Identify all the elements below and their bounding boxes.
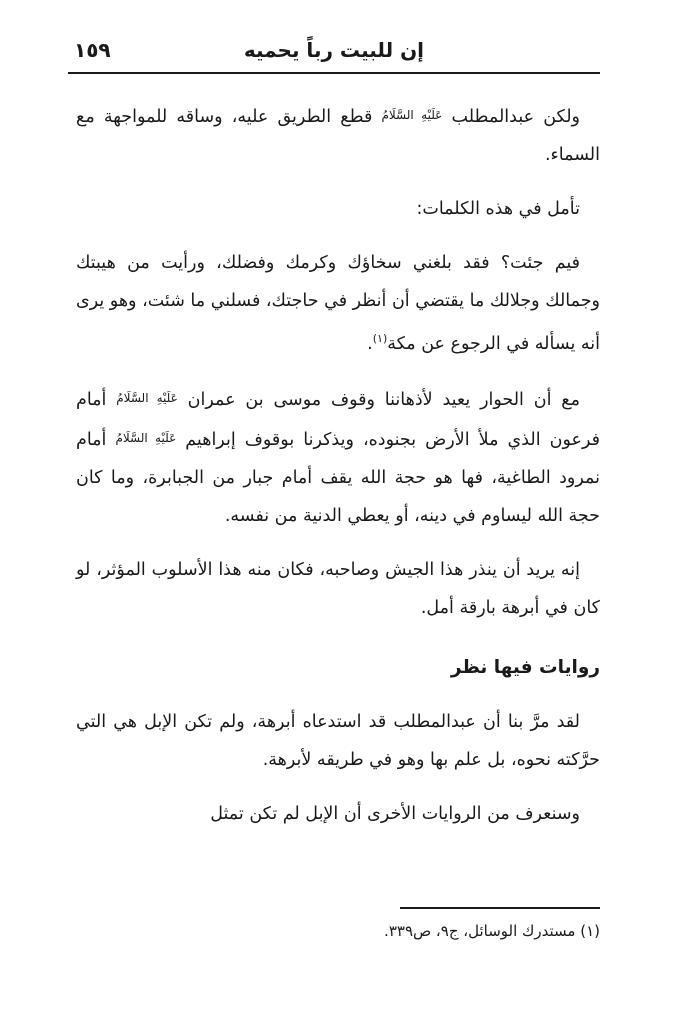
- paragraph-7: وسنعرف من الروايات الأخرى أن الإبل لم تكن تمثل: [210, 804, 580, 824]
- honorific-symbol: عَلَيْهِ السَّلَامُ: [381, 108, 443, 122]
- page-number: ١٥٩: [74, 38, 111, 62]
- paragraph-4: [76, 379, 600, 535]
- paragraph-3-text: فيم جئت؟ فقد بلغني سخاؤك وكرمك وفضلك، ورأيت من هيبتك وجمالك وجلالك ما يقتضي أن أنظر في حاجتك، فسلني ما شئت، وهو يرى أنه يسأله في الرجوع عن مكة: [76, 253, 600, 354]
- header-rule: [68, 72, 600, 74]
- footnote: (١) مستدرك الوسائل، ج٩، ص٣٣٩.: [384, 922, 600, 940]
- footnote-reference: (١): [372, 332, 388, 345]
- paragraph-1-text-b: قطع الطريق عليه، وساقه للمواجهة مع السماء.: [76, 107, 600, 165]
- paragraph-2: تأمل في هذه الكلمات:: [416, 199, 580, 219]
- paragraph-4-text-b: أمام فرعون الذي ملأ الأرض بجنوده، ويذكرنا بوقوف إبراهيم: [76, 390, 600, 450]
- honorific-symbol: عَلَيْهِ السَّلَامُ: [116, 391, 178, 405]
- paragraph-gap: [76, 363, 600, 379]
- paragraph-4-text-a: مع أن الحوار يعيد لأذهاننا وقوف موسى بن عمران: [177, 390, 580, 410]
- paragraph-3: [76, 244, 600, 363]
- paragraph-gap: [76, 687, 600, 703]
- paragraph-3-end: .: [367, 334, 373, 354]
- paragraph-gap: [76, 228, 600, 244]
- paragraph-5: إنه يريد أن ينذر هذا الجيش وصاحبه، فكان منه هذا الأسلوب المؤثر، لو كان في أبرهة بارقة أمل.: [76, 560, 600, 618]
- running-title: إن للبيت رباً يحميه: [243, 38, 424, 62]
- page-header: [68, 34, 600, 74]
- paragraph-1-text-a: ولكن عبدالمطلب: [442, 107, 580, 127]
- paragraph-gap: [76, 779, 600, 795]
- body-text: [76, 96, 600, 833]
- footnote-rule: [400, 907, 600, 909]
- paragraph-6: لقد مرَّ بنا أن عبدالمطلب قد استدعاه أبرهة، ولم تكن الإبل هي التي حرَّكته نحوه، بل علم بها وهو في طريقه لأبرهة.: [76, 712, 600, 770]
- honorific-symbol: عَلَيْهِ السَّلَامُ: [115, 431, 177, 445]
- paragraph-1: [76, 96, 600, 174]
- section-gap: [76, 627, 600, 649]
- paragraph-4-text-c: أمام نمرود الطاغية، فها هو حجة الله يقف أمام جبار من الجبابرة، وما كان حجة الله ليساوم في دينه، أو يعطي الدنية من نفسه.: [76, 430, 600, 526]
- section-heading: روايات فيها نظر: [450, 657, 600, 678]
- paragraph-gap: [76, 174, 600, 190]
- paragraph-gap: [76, 535, 600, 551]
